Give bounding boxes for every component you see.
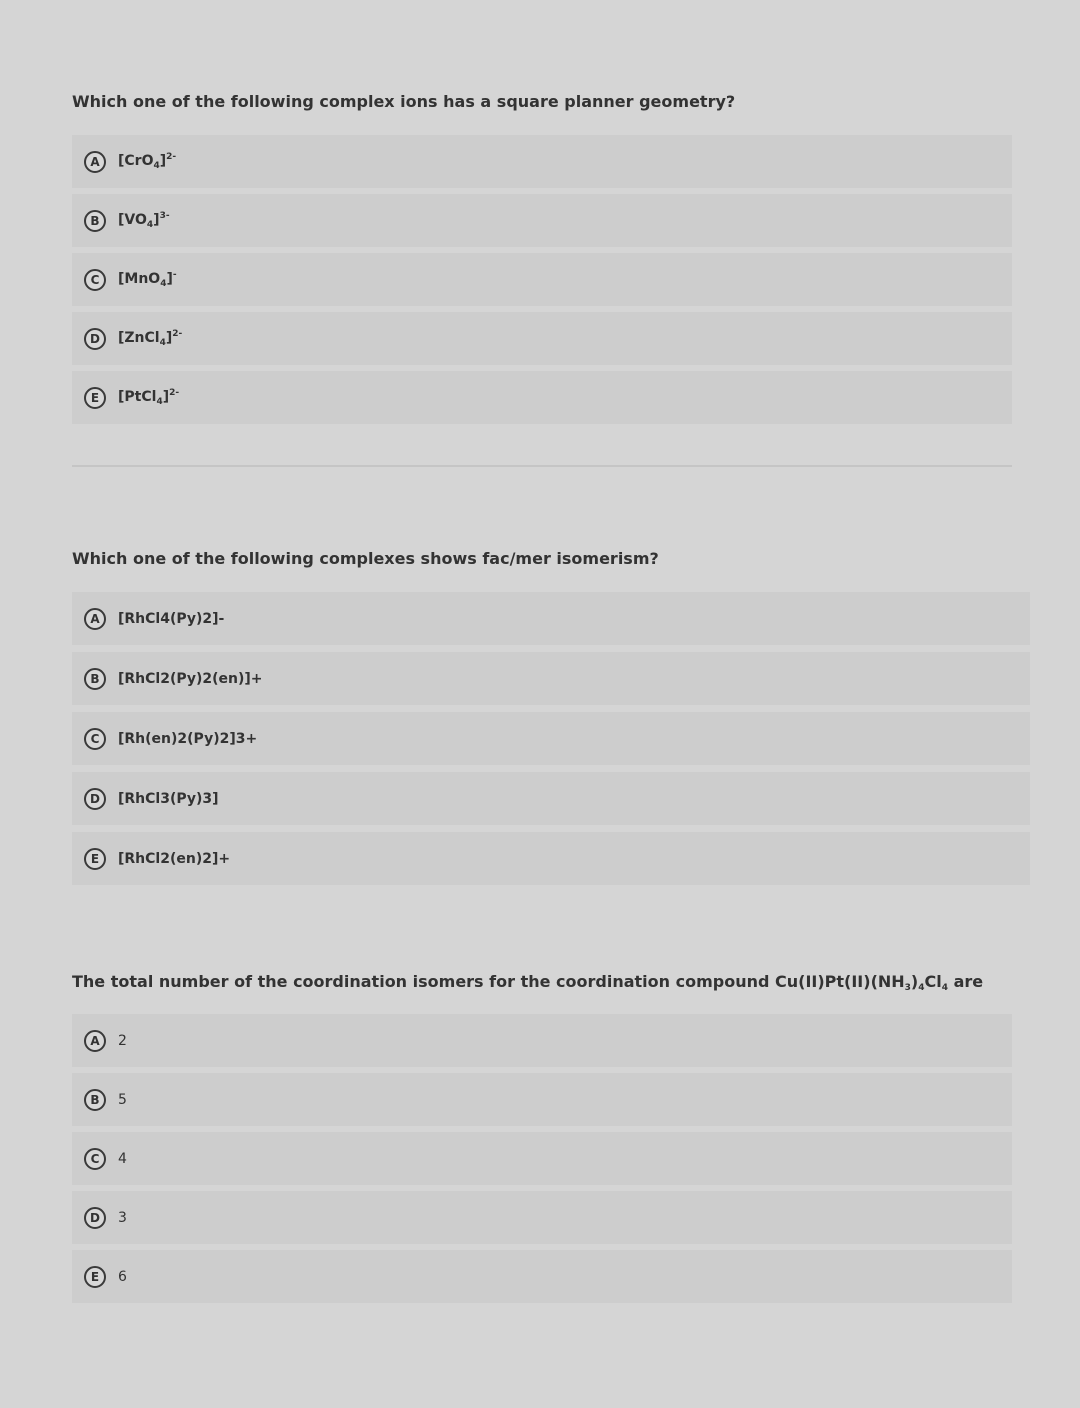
option-letter-badge: C (84, 728, 106, 750)
option-label: 3 (118, 1209, 127, 1226)
option-letter-badge: D (84, 328, 106, 350)
option-label: [PtCl$_4$]$^{2-}$ (118, 388, 180, 407)
option-letter-badge: E (84, 387, 106, 409)
option-label: [ZnCl$_4$]$^{2-}$ (118, 329, 183, 348)
option-label: 5 (118, 1091, 127, 1108)
option-2-b[interactable] (72, 652, 1030, 705)
option-letter-badge: D (84, 788, 106, 810)
option-label: [RhCl3(Py)3] (118, 790, 219, 807)
option-letter-badge: E (84, 848, 106, 870)
option-letter-badge: A (84, 151, 106, 173)
option-label: [RhCl2(en)2]+ (118, 850, 231, 867)
option-label: [RhCl4(Py)2]- (118, 610, 225, 627)
option-1-a[interactable] (72, 135, 1012, 188)
option-label: [Rh(en)2(Py)2]3+ (118, 730, 258, 747)
question-1-text: Which one of the following complex ions has a square planner geometry? (72, 92, 736, 111)
option-1-b[interactable] (72, 194, 1012, 247)
option-label: 2 (118, 1032, 127, 1049)
option-2-d[interactable] (72, 772, 1030, 825)
option-1-d[interactable] (72, 312, 1012, 365)
option-label: [MnO$_4$]- (118, 270, 177, 289)
option-2-c[interactable] (72, 712, 1030, 765)
option-1-c[interactable] (72, 253, 1012, 306)
option-letter-badge: A (84, 1030, 106, 1052)
option-letter-badge: D (84, 1207, 106, 1229)
option-letter-badge: C (84, 1148, 106, 1170)
option-3-b[interactable] (72, 1073, 1012, 1126)
option-letter-badge: C (84, 269, 106, 291)
option-label: [RhCl2(Py)2(en)]+ (118, 670, 263, 687)
option-1-e[interactable] (72, 371, 1012, 424)
option-label: $[CrO_4]^{2-}$ (118, 152, 177, 171)
option-3-a[interactable] (72, 1014, 1012, 1067)
question-2-text: Which one of the following complexes shows fac/mer isomerism? (72, 549, 659, 568)
question-3-text: The total number of the coordination isomers for the coordination compound $Cu(II)Pt(II)(NH_3)_4Cl_4$ are (72, 972, 984, 993)
option-label: 4 (118, 1150, 127, 1167)
option-letter-badge: A (84, 608, 106, 630)
option-3-c[interactable] (72, 1132, 1012, 1185)
option-2-a[interactable] (72, 592, 1030, 645)
option-3-e[interactable] (72, 1250, 1012, 1303)
option-letter-badge: B (84, 1089, 106, 1111)
option-label: $[VO_4]^{3-}$ (118, 211, 170, 230)
option-letter-badge: B (84, 668, 106, 690)
option-label: 6 (118, 1268, 127, 1285)
option-letter-badge: B (84, 210, 106, 232)
option-3-d[interactable] (72, 1191, 1012, 1244)
question-divider (72, 465, 1012, 467)
option-letter-badge: E (84, 1266, 106, 1288)
option-2-e[interactable] (72, 832, 1030, 885)
